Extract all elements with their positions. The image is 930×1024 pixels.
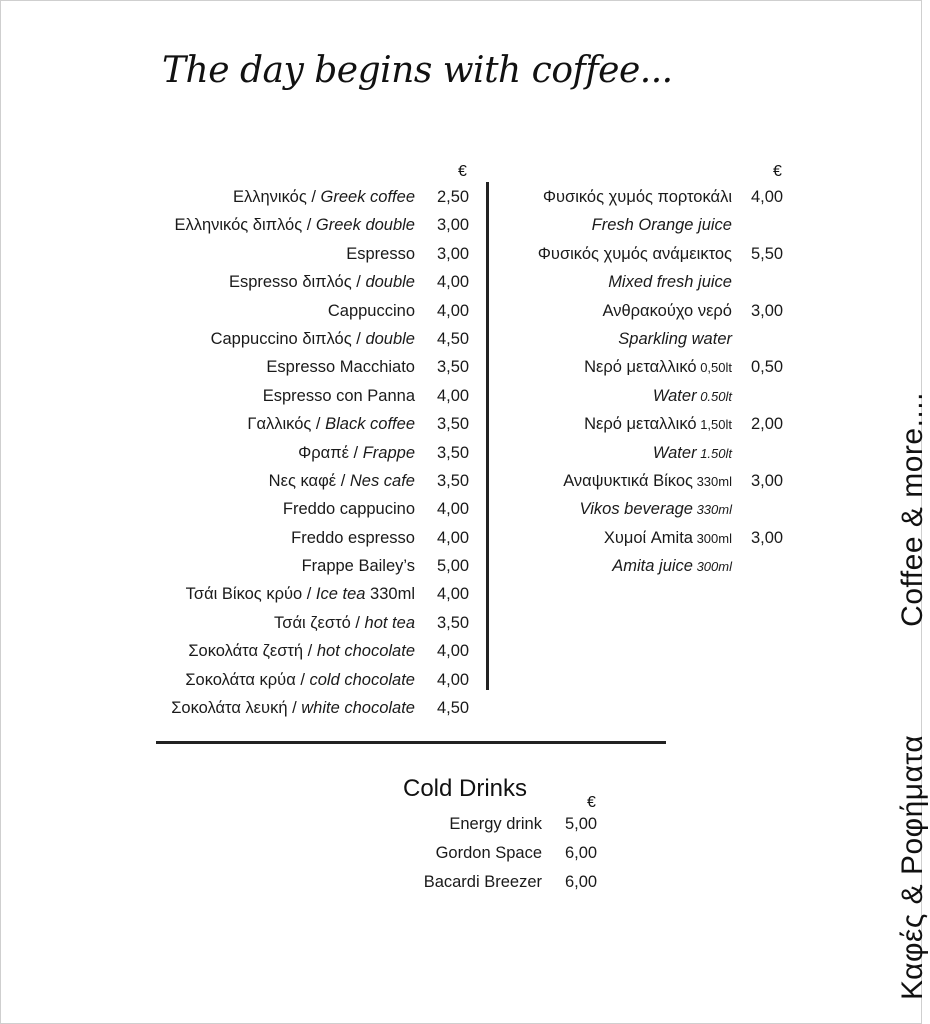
section-divider bbox=[156, 741, 666, 744]
drink-item-english: Fresh Orange juice bbox=[591, 216, 732, 235]
coffee-list bbox=[100, 183, 470, 722]
drink-item: Ανθρακούχο νερό 3,00 bbox=[470, 297, 732, 325]
drink-item-english: Water 1.50lt bbox=[652, 443, 732, 462]
item-price: 4,00 bbox=[437, 500, 470, 519]
coffee-item: Ελληνικός / Greek coffee 2,50 bbox=[100, 183, 415, 211]
cold-drink-item: Energy drink 5,00 bbox=[360, 810, 542, 839]
item-price: 3,50 bbox=[437, 443, 470, 462]
coffee-currency-header: € bbox=[458, 163, 467, 180]
drinks-list bbox=[470, 183, 784, 580]
item-price: 3,50 bbox=[437, 358, 470, 377]
item-price: 4,00 bbox=[437, 670, 470, 689]
item-price: 6,00 bbox=[565, 844, 598, 862]
drink-item-english: Amita juice 300ml bbox=[612, 557, 732, 576]
item-price: 5,50 bbox=[751, 244, 784, 263]
drink-item-english: Sparkling water bbox=[618, 329, 732, 348]
coffee-item: Freddo cappucino 4,00 bbox=[100, 495, 415, 523]
drink-item: Νερό μεταλλικό 0,50lt 0,50 bbox=[470, 353, 732, 381]
drink-item-english: Water 0.50lt bbox=[652, 386, 732, 405]
item-price: 4,50 bbox=[437, 699, 470, 718]
coffee-item: Frappe Bailey’s 5,00 bbox=[100, 552, 415, 580]
drink-item-english: Vikos beverage 330ml bbox=[579, 500, 732, 519]
item-price: 3,50 bbox=[437, 613, 470, 632]
coffee-item: Τσάι Βίκος κρύο / Ice tea 330ml 4,00 bbox=[100, 580, 415, 608]
side-title-english: Coffee & more.... bbox=[896, 392, 929, 627]
item-price: 5,00 bbox=[565, 815, 598, 833]
page-title: The day begins with coffee... bbox=[162, 50, 673, 91]
coffee-item: Σοκολάτα κρύα / cold chocolate 4,00 bbox=[100, 666, 415, 694]
coffee-item: Espresso Macchiato 3,50 bbox=[100, 353, 415, 381]
drink-item: Νερό μεταλλικό 1,50lt 2,00 bbox=[470, 410, 732, 438]
coffee-item: Τσάι ζεστό / hot tea 3,50 bbox=[100, 609, 415, 637]
cold-drinks-list bbox=[360, 810, 598, 897]
item-price: 3,50 bbox=[437, 415, 470, 434]
item-price: 4,00 bbox=[437, 301, 470, 320]
coffee-item: Espresso con Panna 4,00 bbox=[100, 382, 415, 410]
item-price: 2,50 bbox=[437, 188, 470, 206]
drink-item: Χυμοί Amita 300ml 3,00 bbox=[470, 524, 732, 552]
item-price: 4,00 bbox=[437, 528, 470, 547]
item-price: 3,50 bbox=[437, 471, 470, 490]
coffee-item: Φραπέ / Frappe 3,50 bbox=[100, 439, 415, 467]
side-title-greek: Καφές & Ροφήματα bbox=[896, 734, 929, 1000]
coffee-item: Νες καφέ / Nes cafe 3,50 bbox=[100, 467, 415, 495]
item-price: 0,50 bbox=[751, 358, 784, 377]
coffee-item: Σοκολάτα λευκή / white chocolate 4,50 bbox=[100, 694, 415, 722]
cold-drink-item: Bacardi Breezer 6,00 bbox=[360, 868, 542, 897]
item-price: 3,00 bbox=[751, 471, 784, 490]
coffee-item: Espresso 3,00 bbox=[100, 240, 415, 268]
coffee-item: Cappuccino διπλός / double 4,50 bbox=[100, 325, 415, 353]
drinks-currency-header: € bbox=[773, 163, 782, 180]
cold-drinks-currency-header: € bbox=[587, 794, 596, 811]
item-price: 3,00 bbox=[751, 301, 784, 320]
item-price: 6,00 bbox=[565, 873, 598, 891]
drink-item: Φυσικός χυμός πορτοκάλι 4,00 bbox=[470, 183, 732, 211]
item-price: 4,00 bbox=[437, 585, 470, 604]
item-price: 3,00 bbox=[437, 216, 470, 235]
coffee-item: Γαλλικός / Black coffee 3,50 bbox=[100, 410, 415, 438]
item-price: 4,00 bbox=[437, 642, 470, 661]
coffee-item: Ελληνικός διπλός / Greek double 3,00 bbox=[100, 211, 415, 239]
coffee-item: Σοκολάτα ζεστή / hot chocolate 4,00 bbox=[100, 637, 415, 665]
coffee-item: Cappuccino 4,00 bbox=[100, 297, 415, 325]
coffee-item: Freddo espresso 4,00 bbox=[100, 524, 415, 552]
drink-item-english: Mixed fresh juice bbox=[608, 273, 732, 292]
coffee-item: Espresso διπλός / double 4,00 bbox=[100, 268, 415, 296]
cold-drink-item: Gordon Space 6,00 bbox=[360, 839, 542, 868]
item-price: 3,00 bbox=[437, 244, 470, 263]
item-price: 4,00 bbox=[437, 273, 470, 292]
item-price: 5,00 bbox=[437, 557, 470, 576]
side-title bbox=[896, 392, 930, 1000]
drink-item: Αναψυκτικά Βίκος 330ml 3,00 bbox=[470, 467, 732, 495]
item-price: 4,50 bbox=[437, 329, 470, 348]
item-price: 4,00 bbox=[751, 188, 784, 206]
drink-item: Φυσικός χυμός ανάμεικτος 5,50 bbox=[470, 240, 732, 268]
cold-drinks-title: Cold Drinks bbox=[403, 775, 528, 802]
item-price: 2,00 bbox=[751, 415, 784, 434]
item-price: 4,00 bbox=[437, 386, 470, 405]
item-price: 3,00 bbox=[751, 528, 784, 547]
